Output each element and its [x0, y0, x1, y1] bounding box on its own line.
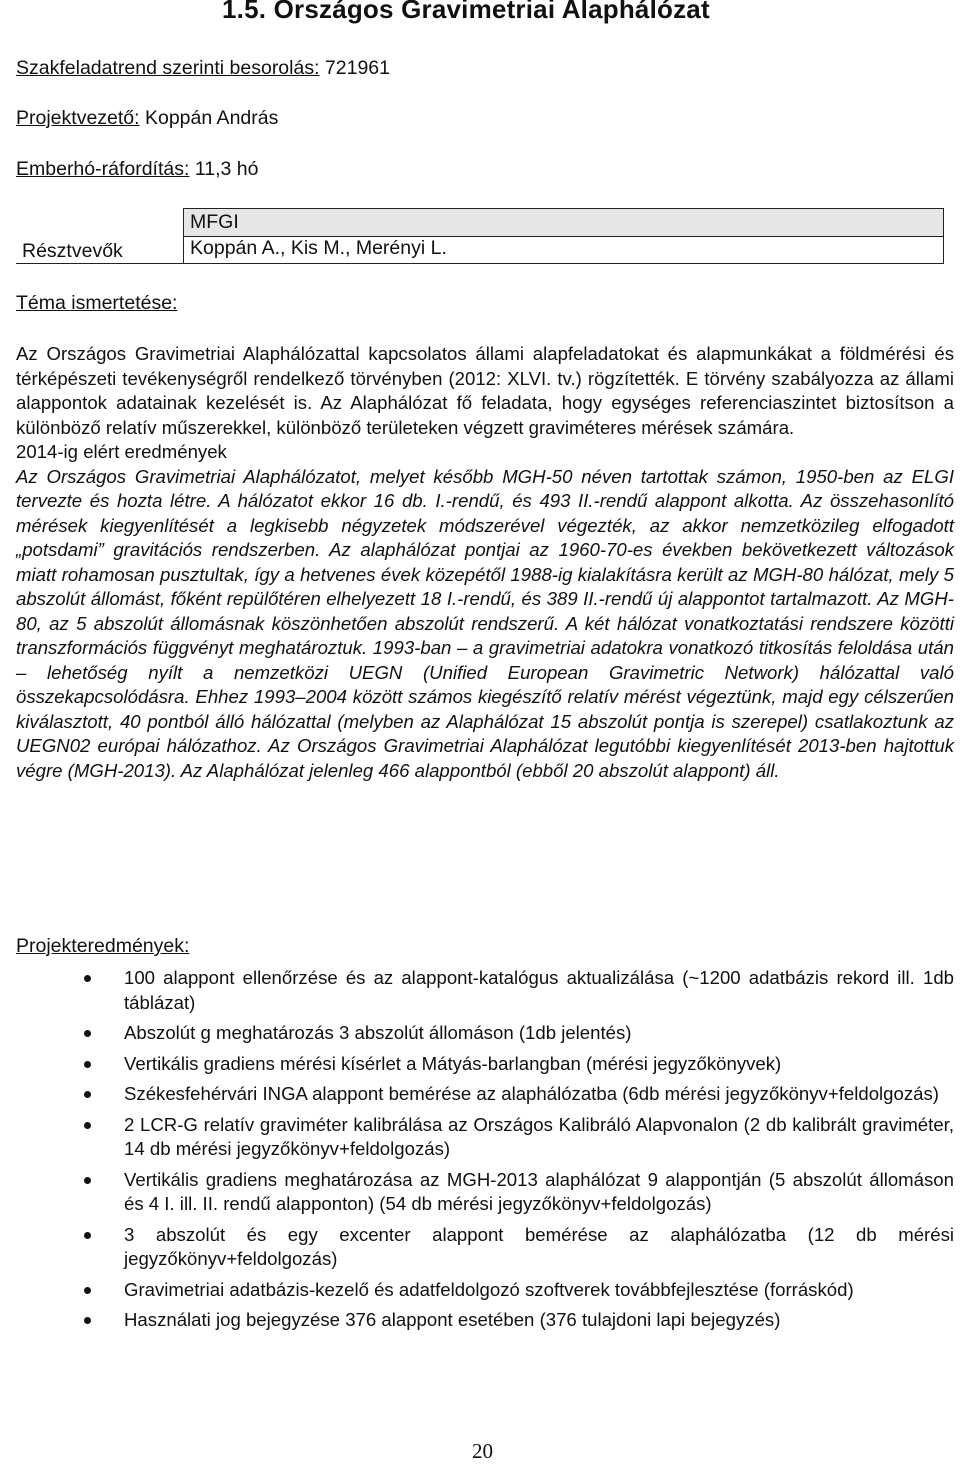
manager-value: Koppán András	[144, 107, 279, 129]
list-item	[84, 1223, 954, 1272]
participants-people: Koppán A., Kis M., Merényi L.	[184, 237, 944, 264]
list-item	[84, 1278, 954, 1303]
manager-label: Projektvezető:	[16, 107, 140, 129]
list-item-text: Használati jog bejegyzése 376 alappont esetében (376 tulajdoni lapi bejegyzés)	[124, 1309, 781, 1330]
list-item-text: Székesfehérvári INGA alappont bemérése az alaphálózatba (6db mérési jegyzőkönyv+feldolgozás)	[124, 1083, 939, 1104]
classification-value: 721961	[324, 57, 390, 79]
page-title: 1.5. Országos Gravimetriai Alaphálózat	[222, 0, 710, 24]
classification-line	[16, 57, 390, 80]
body-paragraph: Az Országos Gravimetriai Alaphálózattal kapcsolatos állami alapfeladatokat és alapmunkákat a földmérési és térképészeti tevékenységről rendelkező törvényben (2012: XLVI. tv.) rögzítették. E törvény szabályozza az állami alappontok adatainak kezelését is. Az Alaphálózat fő feladata, hogy egységes referenciaszintet biztosítson a különböző relatív műszerekkel, különböző területeken végzett graviméteres mérések számára.	[16, 343, 954, 438]
results-list	[84, 966, 954, 1339]
body-subheading: 2014-ig elért eredmények	[16, 441, 227, 462]
bullet-icon	[84, 1287, 91, 1294]
list-item	[84, 1168, 954, 1217]
results-heading: Projekteredmények:	[16, 935, 190, 957]
manager-line	[16, 107, 278, 130]
participants-table	[16, 208, 944, 264]
list-item	[84, 966, 954, 1015]
classification-label: Szakfeladatrend szerinti besorolás:	[16, 57, 320, 79]
list-item	[84, 1021, 954, 1046]
body-paragraph: Az Országos Gravimetriai Alaphálózatot, melyet később MGH-50 néven tartottak számon, 1950-ben az ELGI tervezte és hozta létre. A hálózatot ekkor 16 db. I.-rendű, és 493 II.-rendű alappont alkotta. Az összehasonlító mérések kiegyenlítését a legkisebb négyzetek módszerével végezték, az akkor nemzetközileg elfogadott „potsdami” gravitációs rendszerben. Az alaphálózat pontjai az 1960-70-es években bekövetkezett változások miatt rohamosan pusztultak, így a hetvenes évek közepétől 1988-ig kialakításra került az MGH-80 hálózat, mely 5 abszolút állomást, főként repülőtéren elhelyezett 18 I.-rendű, és 389 II.-rendű új alappontot tartalmazott. Az MGH-80, az 5 abszolút állomásnak köszönhetően abszolút rendszerű. A két hálózat vonatkoztatási rendszere közötti transzformációs függvényt meghatároztuk. 1993-ban – a gravimetriai adatokra vonatkozó titkosítás feloldása után – lehetőség nyílt a nemzetközi UEGN (Unified European Gravimetric Network) hálózattal való összekapcsolódásra. Ehhez 1993–2004 között számos kiegészítő relatív mérést végeztünk, majd egy célszerűen kiválasztott, 40 pontból álló hálózattal (melyben az Alaphálózat 15 abszolút pontja is szerepel) csatlakoztunk az UEGN02 európai hálózathoz. Az Országos Gravimetriai Alaphálózat legutóbbi kiegyenlítését 2013-ben hajtottuk végre (MGH-2013). Az Alaphálózat jelenleg 466 alappontból (ebből 20 abszolút alappont) áll.	[16, 465, 954, 781]
effort-line	[16, 158, 258, 181]
list-item-text: Gravimetriai adatbázis-kezelő és adatfeldolgozó szoftverek továbbfejlesztése (forráskód)	[124, 1278, 854, 1300]
list-item	[84, 1082, 954, 1107]
bullet-icon	[84, 1232, 91, 1239]
list-item	[84, 1113, 954, 1162]
topic-heading: Téma ismertetése:	[16, 292, 178, 314]
list-item-text: Vertikális gradiens meghatározása az MGH-2013 alaphálózat 9 alappontján (5 abszolút állomáson és 4 I. ill. II. rendű alapponton) (54 db mérési jegyzőkönyv+feldolgozás)	[124, 1168, 954, 1214]
list-item-text: Vertikális gradiens mérési kísérlet a Mátyás-barlangban (mérési jegyzőkönyvek)	[124, 1052, 782, 1074]
participants-institution: MFGI	[184, 209, 944, 237]
list-item-text: Abszolút g meghatározás 3 abszolút állomáson (1db jelentés)	[124, 1022, 632, 1043]
bullet-icon	[84, 1177, 91, 1184]
bullet-icon	[84, 1091, 91, 1098]
bullet-icon	[84, 975, 91, 982]
list-item	[84, 1308, 954, 1333]
effort-label: Emberhó-ráfordítás:	[16, 158, 190, 180]
participants-label: Résztvevők	[16, 209, 184, 264]
bullet-icon	[84, 1030, 91, 1037]
bullet-icon	[84, 1317, 91, 1324]
list-item-text: 100 alappont ellenőrzése és az alappont-katalógus aktualizálása (~1200 adatbázis rekord ill. 1db táblázat)	[124, 967, 954, 1013]
effort-value: 11,3 hó	[194, 158, 259, 180]
page-number: 20	[472, 1439, 493, 1463]
list-item-text: 3 abszolút és egy excenter alappont bemérése az alaphálózatba (12 db mérési jegyzőkönyv+feldolgozás)	[124, 1223, 954, 1269]
list-item-text: 2 LCR-G relatív graviméter kalibrálása az Országos Kalibráló Alapvonalon (2 db kalibrált graviméter, 14 db mérési jegyzőkönyv+feldolgozás)	[124, 1113, 954, 1159]
bullet-icon	[84, 1061, 91, 1068]
topic-body	[16, 342, 954, 783]
list-item	[84, 1052, 954, 1077]
bullet-icon	[84, 1122, 91, 1129]
